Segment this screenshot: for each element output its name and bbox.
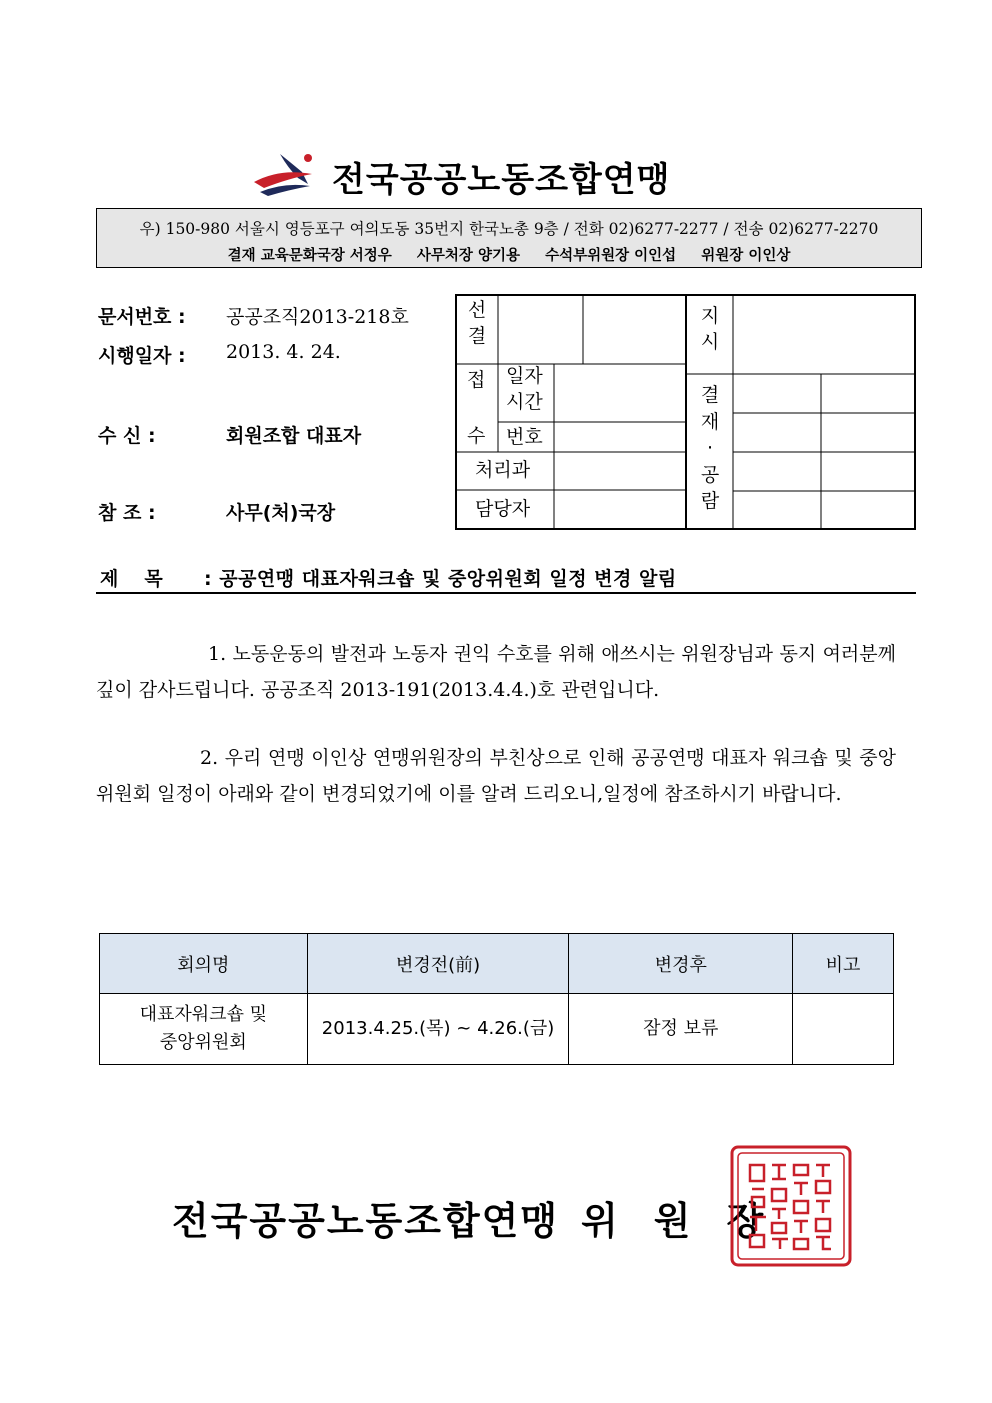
org-logo-icon — [250, 148, 330, 196]
approval-item: 사무처장 양기용 — [416, 248, 520, 264]
reference-value: 사무(처)국장 — [226, 502, 336, 524]
cell-after: 잠정 보류 — [569, 994, 793, 1065]
doc-number-label: 문서번호 : — [98, 306, 186, 328]
subject-line — [96, 562, 916, 594]
table-header-row — [100, 934, 894, 994]
grid-cheorigwa: 처리과 — [475, 459, 531, 481]
schedule-table — [99, 933, 894, 1065]
signature-org: 전국공공노동조합연맹 — [172, 1199, 560, 1243]
org-logo-text: 전국공공노동조합연맹 — [332, 160, 671, 200]
date-value: 2013. 4. 24. — [226, 341, 341, 363]
org-logo — [250, 148, 750, 200]
cell-meeting — [100, 994, 308, 1065]
signature-title: 위원장 — [581, 1199, 800, 1243]
official-seal — [728, 1143, 854, 1269]
approval-item: 위원장 이인상 — [701, 248, 791, 264]
seal-icon — [728, 1143, 854, 1269]
grid-jeopsu-top: 접 — [467, 369, 486, 391]
approval-item: 수석부위원장 이인섭 — [545, 248, 677, 264]
date-label: 시행일자 : — [98, 345, 186, 367]
grid-seongyeol: 선결 — [467, 299, 487, 347]
address-box — [96, 208, 922, 268]
grid-beonho: 번호 — [506, 426, 543, 448]
grid-damdangja: 담당자 — [475, 498, 531, 520]
cell-before: 2013.4.25.(목) ~ 4.26.(금) — [307, 994, 569, 1065]
header-note: 비고 — [793, 934, 894, 994]
grid-ilja-sigan: 일자 시간 — [506, 365, 543, 413]
header-before: 변경전(前) — [307, 934, 569, 994]
meeting-line-2: 중앙위원회 — [159, 1032, 247, 1053]
meeting-line-1: 대표자워크숍 및 — [139, 1004, 268, 1025]
address-line: 우) 150-980 서울시 영등포구 여의도동 35번지 한국노총 9층 / 전화 02)6277-2277 / 전송 02)6277-2270 — [139, 220, 879, 238]
subject-label: 제목 — [100, 568, 189, 590]
reference-label: 참 조 : — [98, 502, 156, 524]
approval-grid — [455, 294, 916, 530]
approval-line — [97, 244, 921, 265]
header-meeting: 회의명 — [100, 934, 308, 994]
grid-jisi: 지시 — [700, 305, 720, 353]
approval-item: 결재 교육문화국장 서정우 — [227, 248, 392, 264]
recipient-value: 회원조합 대표자 — [226, 425, 362, 447]
header-after: 변경후 — [569, 934, 793, 994]
signature-line — [172, 1190, 799, 1245]
subject-text: : 공공연맹 대표자워크숍 및 중앙위원회 일정 변경 알림 — [204, 568, 677, 590]
doc-number-value: 공공조직2013-218호 — [226, 306, 409, 328]
cell-note — [793, 994, 894, 1065]
recipient-label: 수 신 : — [98, 425, 156, 447]
body-paragraph-1: 1. 노동운동의 발전과 노동자 권익 수호를 위해 애쓰시는 위원장님과 동지 여러분께 깊이 감사드립니다. 공공조직 2013-191(2013.4.4.)호 관련입니다. — [96, 643, 896, 701]
grid-jeopsu-bottom: 수 — [467, 425, 486, 447]
table-row — [100, 994, 894, 1065]
body-paragraph-2: 2. 우리 연맹 이인상 연맹위원장의 부친상으로 인해 공공연맹 대표자 워크숍 및 중앙위원회 일정이 아래와 같이 변경되었기에 이를 알려 드리오니,일정에 참조하시기 바랍니다. — [96, 747, 896, 805]
grid-gyeoljae-gongram: 결재·공람 — [700, 384, 720, 513]
